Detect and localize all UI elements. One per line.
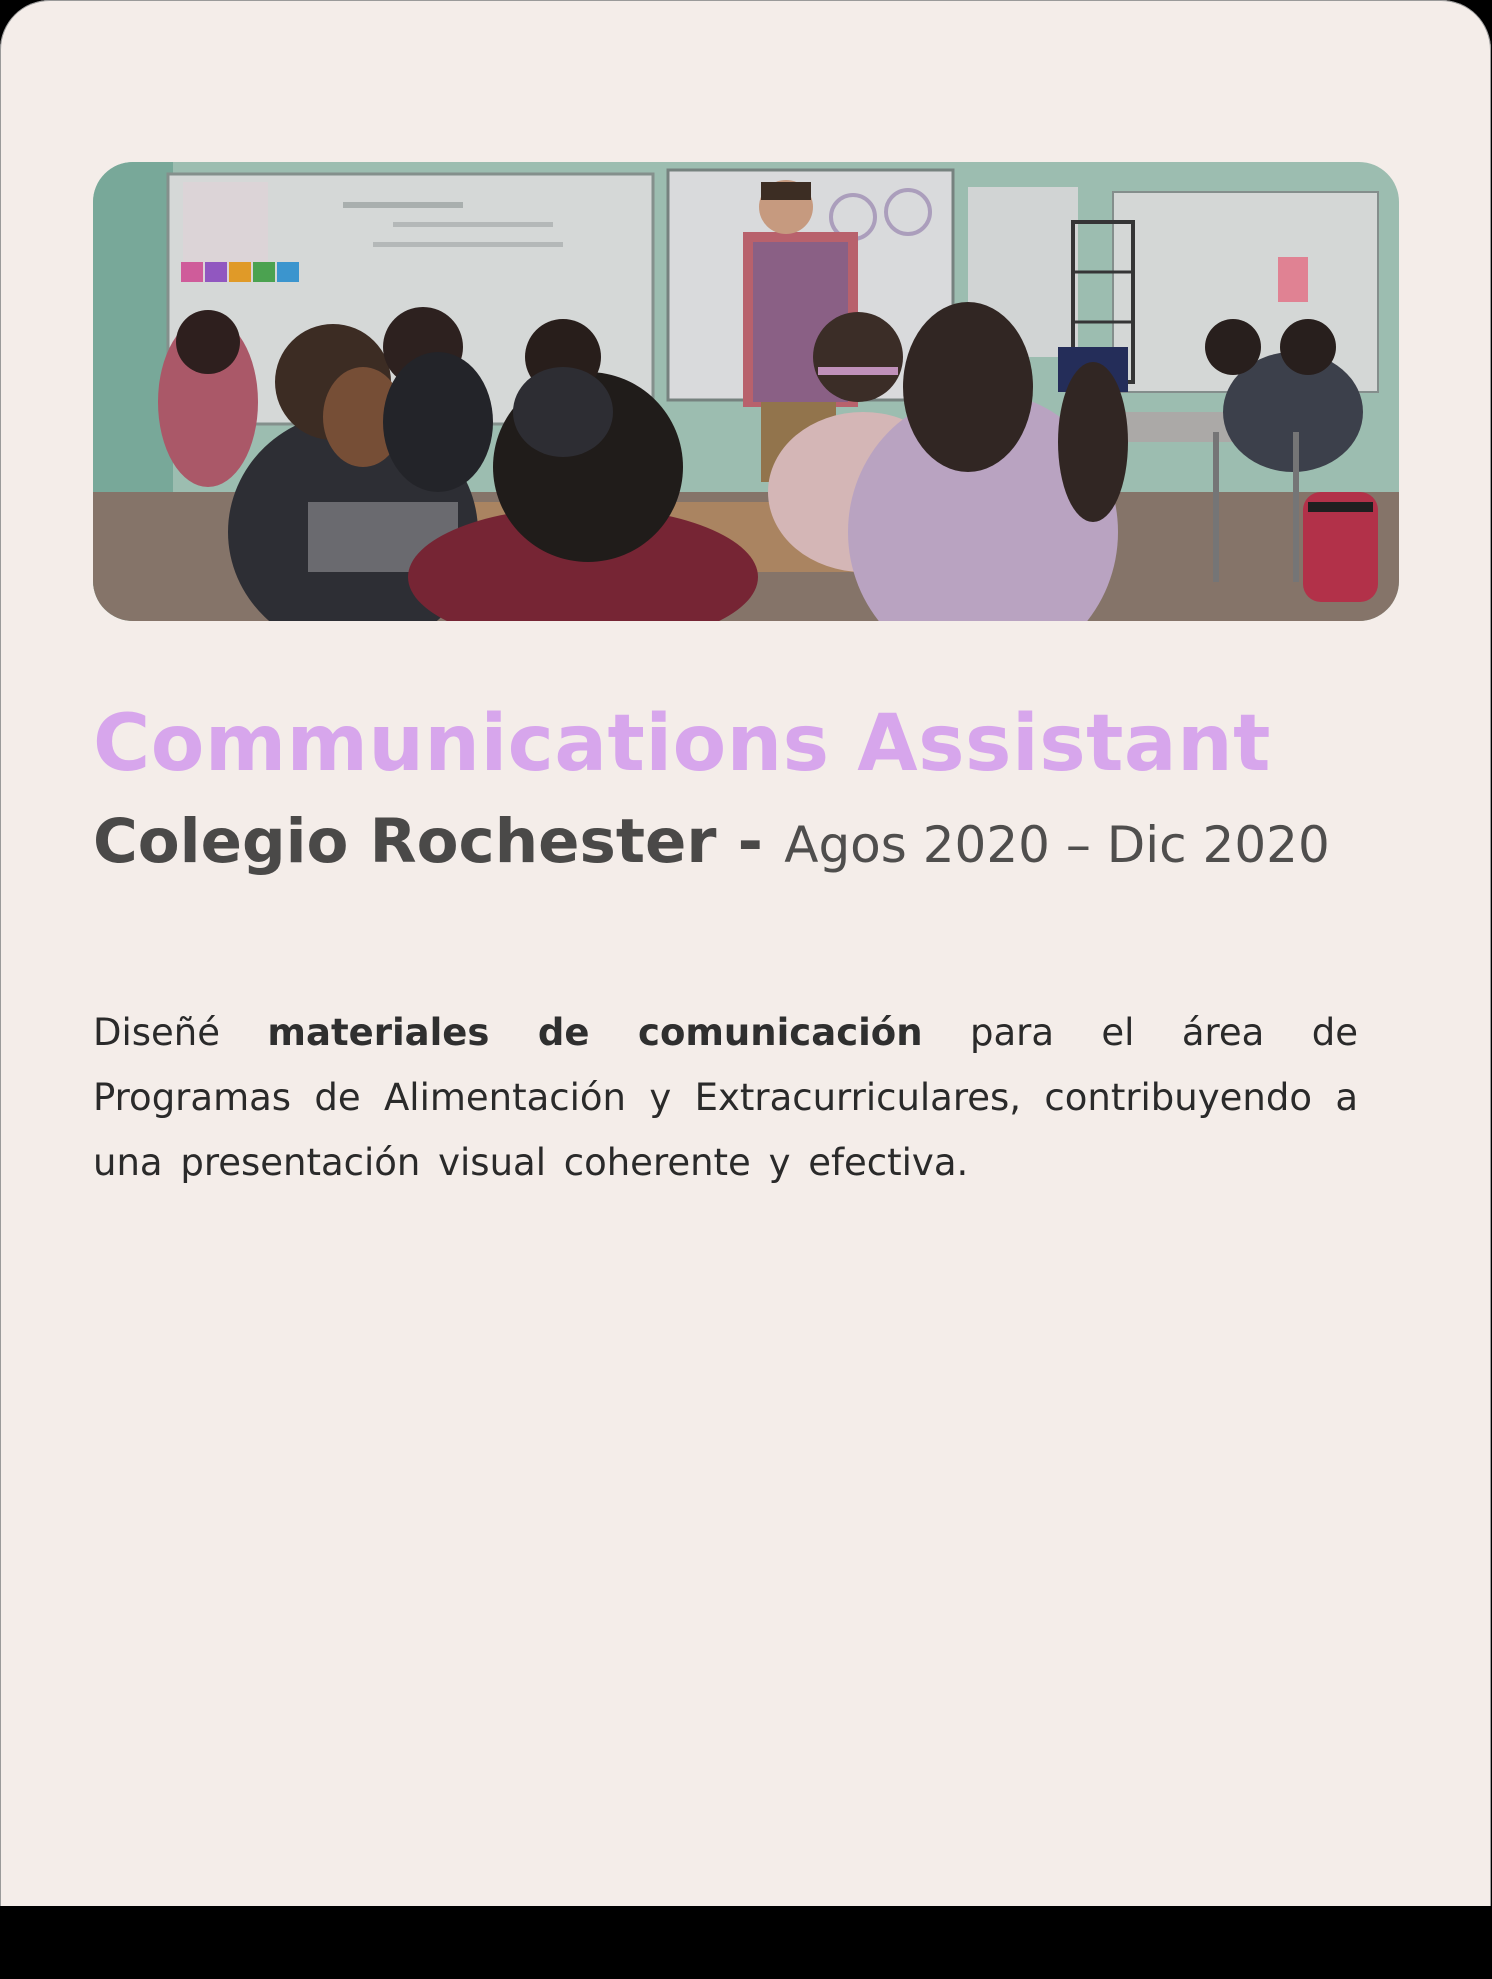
description-highlight: materiales de comunicación [267,1011,923,1054]
description-intro: Diseñé [93,1011,268,1054]
description-rest: para el área de Programas de Alimentación y Extracurriculares, contribuyendo a una presentación visual coherente y efectiva. [93,1011,1358,1184]
bottom-bar [0,1906,1492,1979]
job-title: Communications Assistant [93,699,1271,789]
classroom-photo [93,162,1399,621]
company-line [93,806,1330,877]
date-range: Agos 2020 – Dic 2020 [784,816,1330,874]
job-description [93,1000,1358,1195]
separator: - [716,806,785,877]
company-name: Colegio Rochester [93,806,717,877]
